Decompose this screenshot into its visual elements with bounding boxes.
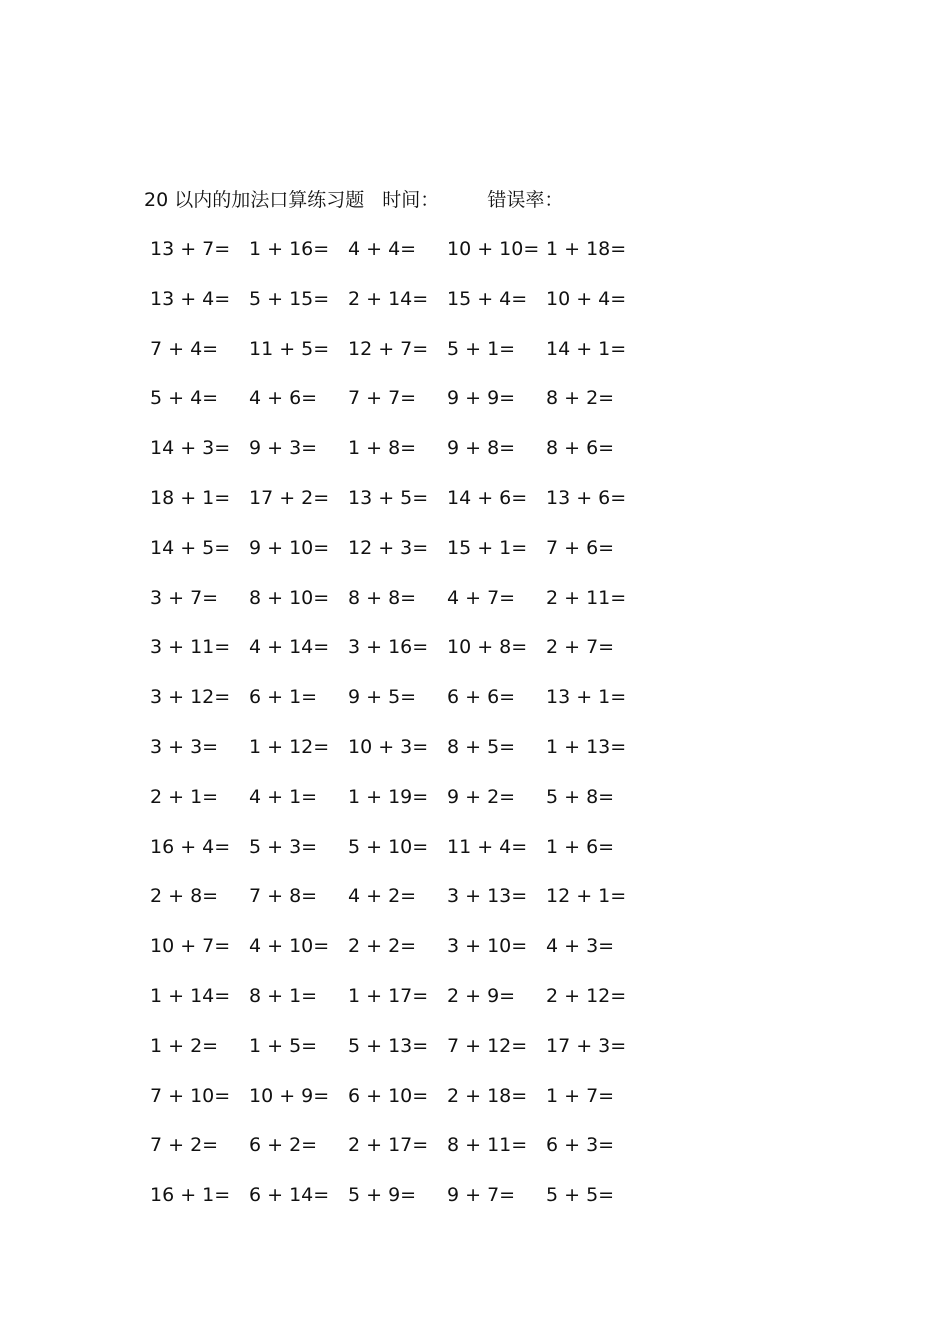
- problem-cell: 6 + 14=: [249, 1184, 330, 1207]
- problem-cell: 8 + 2=: [546, 387, 615, 410]
- problem-cell: 4 + 2=: [348, 885, 417, 908]
- problem-cell: 2 + 11=: [546, 586, 627, 609]
- problem-cell: 3 + 12=: [150, 686, 231, 709]
- problem-cell: 17 + 2=: [249, 486, 330, 509]
- problem-cell: 10 + 7=: [150, 935, 231, 958]
- problem-cell: 16 + 4=: [150, 835, 231, 858]
- problem-row: [150, 884, 650, 934]
- problem-row: [150, 685, 650, 735]
- problem-cell: 17 + 3=: [546, 1034, 627, 1057]
- problem-row: [150, 337, 650, 387]
- problem-cell: 5 + 3=: [249, 835, 318, 858]
- problem-cell: 2 + 14=: [348, 287, 429, 310]
- problem-cell: 4 + 6=: [249, 387, 318, 410]
- problem-cell: 7 + 12=: [447, 1034, 528, 1057]
- problem-cell: 9 + 8=: [447, 437, 516, 460]
- problem-cell: 11 + 4=: [447, 835, 528, 858]
- problem-cell: 3 + 16=: [348, 636, 429, 659]
- problem-cell: 16 + 1=: [150, 1184, 231, 1207]
- problem-cell: 1 + 5=: [249, 1034, 318, 1057]
- problem-cell: 8 + 10=: [249, 586, 330, 609]
- problem-cell: 4 + 3=: [546, 935, 615, 958]
- problem-cell: 13 + 7=: [150, 238, 231, 260]
- problem-cell: 14 + 3=: [150, 437, 231, 460]
- problem-cell: 3 + 13=: [447, 885, 528, 908]
- problem-cell: 18 + 1=: [150, 486, 231, 509]
- problem-cell: 6 + 2=: [249, 1134, 318, 1157]
- problem-cell: 6 + 10=: [348, 1084, 429, 1107]
- problem-cell: 7 + 2=: [150, 1134, 219, 1157]
- problem-row: [150, 934, 650, 984]
- problem-cell: 5 + 4=: [150, 387, 219, 410]
- problem-cell: 2 + 12=: [546, 984, 627, 1007]
- problem-row: [150, 635, 650, 685]
- problem-cell: 9 + 10=: [249, 536, 330, 559]
- problem-cell: 15 + 4=: [447, 287, 528, 310]
- problem-row: [150, 785, 650, 835]
- problem-cell: 7 + 7=: [348, 387, 417, 410]
- problem-cell: 1 + 16=: [249, 238, 330, 260]
- problem-row: [150, 1183, 650, 1233]
- problem-cell: 5 + 1=: [447, 337, 516, 360]
- problem-cell: 4 + 1=: [249, 785, 318, 808]
- problem-row: [150, 835, 650, 885]
- problem-cell: 2 + 8=: [150, 885, 219, 908]
- problem-cell: 9 + 5=: [348, 686, 417, 709]
- problem-row: [150, 436, 650, 486]
- problem-cell: 13 + 5=: [348, 486, 429, 509]
- problem-cell: 1 + 6=: [546, 835, 615, 858]
- problem-cell: 3 + 10=: [447, 935, 528, 958]
- problem-cell: 8 + 6=: [546, 437, 615, 460]
- problem-grid: [150, 237, 650, 1233]
- problem-cell: 1 + 2=: [150, 1034, 219, 1057]
- problem-cell: 1 + 13=: [546, 735, 627, 758]
- problem-cell: 10 + 3=: [348, 735, 429, 758]
- problem-cell: 2 + 9=: [447, 984, 516, 1007]
- problem-row: [150, 1133, 650, 1183]
- problem-cell: 2 + 2=: [348, 935, 417, 958]
- problem-row: [150, 536, 650, 586]
- problem-cell: 8 + 8=: [348, 586, 417, 609]
- time-label: 时间：: [382, 189, 440, 211]
- error-rate-label: 错误率：: [487, 189, 564, 211]
- problem-cell: 3 + 3=: [150, 735, 219, 758]
- problem-row: [150, 237, 650, 287]
- problem-cell: 5 + 10=: [348, 835, 429, 858]
- problem-cell: 2 + 18=: [447, 1084, 528, 1107]
- problem-cell: 10 + 10=: [447, 238, 540, 260]
- problem-cell: 11 + 5=: [249, 337, 330, 360]
- problem-cell: 9 + 2=: [447, 785, 516, 808]
- problem-row: [150, 735, 650, 785]
- problem-cell: 6 + 6=: [447, 686, 516, 709]
- problem-cell: 13 + 4=: [150, 287, 231, 310]
- problem-cell: 4 + 10=: [249, 935, 330, 958]
- problem-row: [150, 984, 650, 1034]
- problem-cell: 2 + 7=: [546, 636, 615, 659]
- problem-cell: 8 + 1=: [249, 984, 318, 1007]
- worksheet-title: 20 以内的加法口算练习题: [144, 189, 365, 211]
- problem-cell: 5 + 5=: [546, 1184, 615, 1207]
- problem-cell: 2 + 17=: [348, 1134, 429, 1157]
- problem-cell: 12 + 7=: [348, 337, 429, 360]
- problem-cell: 3 + 7=: [150, 586, 219, 609]
- problem-cell: 4 + 4=: [348, 238, 417, 260]
- problem-cell: 5 + 8=: [546, 785, 615, 808]
- problem-cell: 1 + 19=: [348, 785, 429, 808]
- problem-cell: 9 + 7=: [447, 1184, 516, 1207]
- problem-cell: 1 + 14=: [150, 984, 231, 1007]
- problem-cell: 10 + 8=: [447, 636, 528, 659]
- problem-cell: 7 + 10=: [150, 1084, 231, 1107]
- problem-cell: 10 + 4=: [546, 287, 627, 310]
- problem-cell: 12 + 3=: [348, 536, 429, 559]
- problem-cell: 7 + 6=: [546, 536, 615, 559]
- problem-cell: 14 + 1=: [546, 337, 627, 360]
- problem-cell: 9 + 3=: [249, 437, 318, 460]
- problem-row: [150, 287, 650, 337]
- problem-row: [150, 1084, 650, 1134]
- problem-cell: 4 + 14=: [249, 636, 330, 659]
- problem-cell: 8 + 11=: [447, 1134, 528, 1157]
- problem-cell: 1 + 18=: [546, 238, 627, 260]
- problem-cell: 5 + 15=: [249, 287, 330, 310]
- problem-cell: 3 + 11=: [150, 636, 231, 659]
- problem-cell: 6 + 1=: [249, 686, 318, 709]
- problem-cell: 1 + 17=: [348, 984, 429, 1007]
- problem-cell: 14 + 6=: [447, 486, 528, 509]
- problem-cell: 1 + 7=: [546, 1084, 615, 1107]
- problem-cell: 7 + 4=: [150, 337, 219, 360]
- problem-cell: 15 + 1=: [447, 536, 528, 559]
- problem-cell: 4 + 7=: [447, 586, 516, 609]
- worksheet-header: [144, 187, 563, 213]
- problem-cell: 1 + 12=: [249, 735, 330, 758]
- problem-cell: 6 + 3=: [546, 1134, 615, 1157]
- problem-cell: 5 + 9=: [348, 1184, 417, 1207]
- problem-cell: 5 + 13=: [348, 1034, 429, 1057]
- problem-row: [150, 386, 650, 436]
- problem-row: [150, 586, 650, 636]
- problem-cell: 12 + 1=: [546, 885, 627, 908]
- problem-cell: 13 + 1=: [546, 686, 627, 709]
- problem-cell: 10 + 9=: [249, 1084, 330, 1107]
- problem-row: [150, 1034, 650, 1084]
- problem-cell: 2 + 1=: [150, 785, 219, 808]
- problem-cell: 13 + 6=: [546, 486, 627, 509]
- problem-cell: 7 + 8=: [249, 885, 318, 908]
- problem-cell: 9 + 9=: [447, 387, 516, 410]
- problem-cell: 8 + 5=: [447, 735, 516, 758]
- problem-cell: 14 + 5=: [150, 536, 231, 559]
- problem-cell: 1 + 8=: [348, 437, 417, 460]
- problem-row: [150, 486, 650, 536]
